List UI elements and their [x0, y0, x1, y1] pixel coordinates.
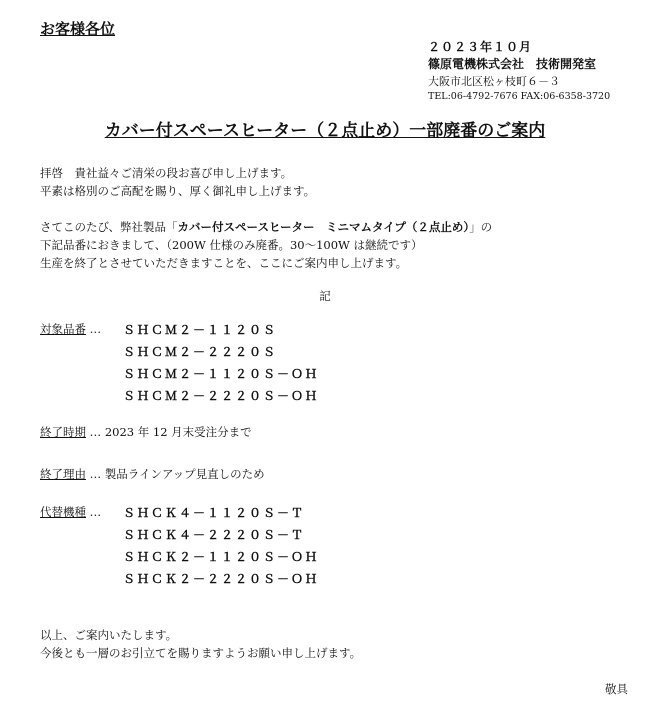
replacement-code: ＳＨＣＫ２－２２２０Ｓ－ＯＨ [123, 572, 320, 586]
company-name: 篠原電機株式会社 技術開発室 [428, 57, 597, 71]
separator: … [89, 425, 102, 439]
intro-post: 」の [469, 220, 493, 234]
intro-line [40, 218, 492, 236]
document-title: カバー付スペースヒーター（２点止め）一部廃番のご案内 [104, 121, 546, 141]
intro-paragraph [40, 218, 492, 272]
closing-line: 以上、ご案内いたします。 [40, 628, 178, 642]
closing [40, 626, 361, 662]
sender-block [428, 38, 610, 107]
contact-numbers: TEL:06-4792-7676 FAX:06-6358-3720 [428, 91, 611, 102]
replacement-code: ＳＨＣＫ２－１１２０Ｓ－ＯＨ [123, 550, 320, 564]
target-code: ＳＨＣＭ２－１１２０Ｓ－ＯＨ [123, 367, 320, 381]
product-name: カバー付スペースヒーター ミニマムタイプ（２点止め） [177, 220, 470, 234]
separator: … [89, 322, 102, 336]
separator: … [89, 505, 102, 519]
closing-line: 今後とも一層のお引立てを賜りますようお願い申し上げます。 [40, 646, 362, 660]
issue-date: ２０２３年１０月 [428, 40, 533, 54]
intro-line: 下記品番におきまして、（200W 仕様のみ廃番。30～100W は継続です） [40, 238, 423, 252]
greeting-line: 平素は格別のご高配を賜り、厚く御礼申し上げます。 [40, 184, 316, 198]
separator: … [89, 467, 102, 481]
greeting [40, 164, 315, 200]
intro-pre: さてこのたび、弊社製品「 [40, 220, 178, 234]
document-title-wrap [0, 116, 650, 141]
greeting-line: 拝啓 貴社益々ご清栄の段お喜び申し上げます。 [40, 166, 293, 180]
company-address: 大阪市北区松ヶ枝町６－３ [428, 75, 560, 88]
target-code: ＳＨＣＭ２－１１２０Ｓ [123, 323, 278, 337]
intro-line: 生産を終了とさせていただきますことを、ここにご案内申し上げます。 [40, 256, 408, 270]
end-date-row [40, 423, 252, 441]
reason-value: 製品ラインアップ見直しのため [104, 467, 265, 481]
target-label-row [40, 320, 101, 338]
replace-label-row [40, 503, 101, 521]
ki-heading: 記 [319, 289, 331, 303]
end-label: 終了時期 [40, 425, 86, 439]
addressee: お客様各位 [40, 20, 116, 38]
replacement-code: ＳＨＣＫ４－２２２０Ｓ－Ｔ [123, 528, 306, 542]
replace-label: 代替機種 [40, 505, 86, 519]
reason-label: 終了理由 [40, 467, 86, 481]
target-code: ＳＨＣＭ２－２２２０Ｓ [123, 345, 278, 359]
sign-off: 敬具 [605, 682, 628, 696]
target-code: ＳＨＣＭ２－２２２０Ｓ－ＯＨ [123, 389, 320, 403]
reason-row [40, 465, 265, 483]
end-value: 2023 年 12 月末受注分まで [104, 425, 252, 439]
replacement-code: ＳＨＣＫ４－１１２０Ｓ－Ｔ [123, 506, 306, 520]
target-label: 対象品番 [40, 322, 86, 336]
